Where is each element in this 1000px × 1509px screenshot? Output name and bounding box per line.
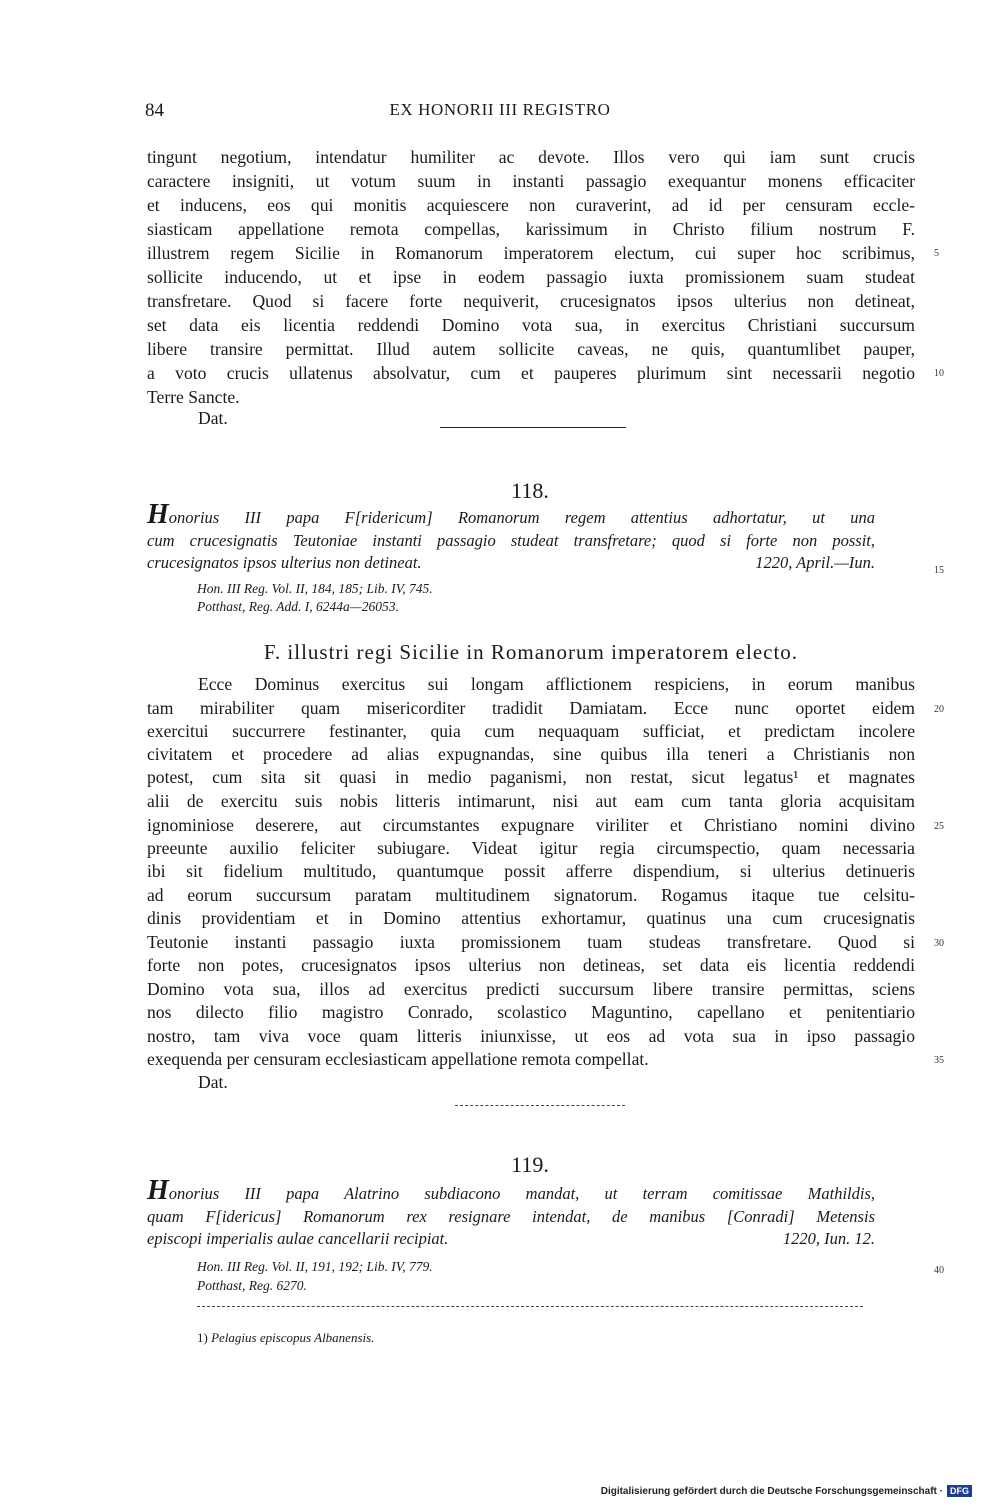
text-line: transfretare. Quod si facere forte nequiverit, crucesignatos ipsos ulterius non detineat,: [147, 291, 915, 311]
credit-text: Digitalisierung gefördert durch die Deutsche Forschungsgemeinschaft ·: [600, 1485, 943, 1497]
document-number: 119.: [511, 1152, 549, 1177]
regest-line: [147, 552, 875, 574]
source-reference: Hon. III Reg. Vol. II, 184, 185; Lib. IV, 745.: [197, 581, 433, 596]
regest-initial: H: [147, 499, 169, 530]
source-reference: Potthast, Reg. Add. I, 6244a—26053.: [197, 599, 399, 614]
regest-line: [147, 499, 875, 530]
document-number: 118.: [511, 478, 549, 503]
text-line: set data eis licentia reddendi Domino vota sua, in exercitus Christiani succursum: [147, 315, 915, 335]
line-number: 35: [934, 1055, 944, 1066]
text-line: Teutonie instanti passagio iuxta promissionem tuam studeas transfretare. Quod si: [147, 932, 915, 952]
running-title: EX HONORII III REGISTRO: [389, 100, 611, 119]
line-number: 40: [934, 1265, 944, 1276]
dat-label: Dat.: [198, 408, 228, 428]
regest-initial: H: [147, 1175, 169, 1206]
regest-line: [147, 1175, 875, 1206]
text-line: caractere insigniti, ut votum suum in instanti passagio exequantur monens efficaciter: [147, 171, 915, 191]
text-line: libere transire permittat. Illud autem sollicite caveas, ne quis, quantumlibet pauper,: [147, 339, 915, 359]
text-line: nos dilecto filio magistro Conrado, scolastico Maguntino, capellano et penitentiario: [147, 1002, 915, 1022]
text-line: dinis providentiam et in Domino attentius exhortamur, quatinus una cum crucesignatis: [147, 908, 915, 928]
text-line: Terre Sancte.: [147, 387, 240, 407]
footnote: [197, 1330, 374, 1346]
section-separator: [455, 1105, 625, 1106]
source-reference: Potthast, Reg. 6270.: [197, 1278, 307, 1293]
dfg-logo: DFG: [947, 1485, 972, 1497]
footnote-text: Pelagius episcopus Albanensis.: [211, 1330, 375, 1345]
regest-line: [147, 1228, 875, 1250]
text-line: exercitui succurrere festinanter, quia cum nequaquam sufficiat, et predictam incolere: [147, 721, 915, 741]
regest-text: onorius III papa F[ridericum] Romanorum regem attentius adhortatur, ut una: [168, 508, 875, 527]
text-line: tam mirabiliter quam misericorditer tradidit Damiatam. Ecce nunc oportet eidem: [147, 698, 915, 718]
text-line: et inducens, eos qui monitis acquiescere non curaverint, ad id per censuram eccle-: [147, 195, 915, 215]
text-line: forte non potes, crucesignatos ipsos ulterius non detineas, set data eis licentia reddendi: [147, 955, 915, 975]
text-line: ibi sit fidelium multitudo, quantumque possit afferre dispendium, si ulterius detinueris: [147, 861, 915, 881]
regest-text: onorius III papa Alatrino subdiacono mandat, ut terram comitissae Mathildis,: [168, 1184, 875, 1203]
footnote-marker: 1): [197, 1330, 208, 1345]
regest-text: crucesignatos ipsos ulterius non detineat.: [147, 553, 422, 572]
line-number: 15: [934, 565, 944, 576]
regest-line: cum crucesignatis Teutoniae instanti passagio studeat transfretare; quod si forte non possit,: [147, 531, 875, 550]
section-separator: [440, 427, 626, 428]
text-line: siasticam appellatione remota compellas, karissimum in Christo filium nostrum F.: [147, 219, 915, 239]
text-line: Ecce Dominus exercitus sui longam afflictionem respiciens, in eorum manibus: [198, 674, 915, 694]
text-line: tingunt negotium, intendatur humiliter ac devote. Illos vero qui iam sunt crucis: [147, 147, 915, 167]
letter-address: F. illustri regi Sicilie in Romanorum imperatorem electo.: [263, 640, 799, 664]
text-line: illustrem regem Sicilie in Romanorum imperatorem electum, cui super hoc scribimus,: [147, 243, 915, 263]
line-number: 25: [934, 821, 944, 832]
text-line: potest, cum sita sit quasi in medio paganismi, non restat, sicut legatus¹ et magnates: [147, 767, 915, 787]
text-line: alii de exercitu suis nobis litteris intimarunt, nisi aut eam cum tanta gloria acquisitam: [147, 791, 915, 811]
text-line: preeunte auxilio feliciter subiugare. Videat igitur regia circumspectio, quam necessaria: [147, 838, 915, 858]
regest-text: episcopi imperialis aulae cancellarii recipiat.: [147, 1229, 449, 1248]
text-line: sollicite inducendo, ut et ipse in eodem passagio iuxta promissionem suam studeat: [147, 267, 915, 287]
digitization-credit: [601, 1485, 972, 1497]
page-number: 84: [145, 100, 164, 121]
line-number: 5: [934, 248, 939, 259]
regest-line: quam F[idericus] Romanorum rex resignare intendat, de manibus [Conradi] Metensis: [147, 1207, 875, 1226]
text-line: civitatem et procedere ad alias expugnandas, sine quibus illa teneri a Christianis non: [147, 744, 915, 764]
document-date: 1220, April.—Iun.: [755, 553, 875, 572]
line-number: 20: [934, 704, 944, 715]
text-line: nostro, tam viva voce quam litteris iniunxisse, ut eos ad vota sua in ipso passagio: [147, 1026, 915, 1046]
source-reference: Hon. III Reg. Vol. II, 191, 192; Lib. IV, 779.: [197, 1259, 433, 1274]
text-line: ad eorum succursum paratam multitudinem signatorum. Rogamus itaque tue celsitu-: [147, 885, 915, 905]
dat-label: Dat.: [198, 1072, 228, 1092]
text-line: exequenda per censuram ecclesiasticam appellatione remota compellat.: [147, 1049, 649, 1069]
text-line: Domino vota sua, illos ad exercitus predicti succursum libere transire permittas, sciens: [147, 979, 915, 999]
line-number: 30: [934, 938, 944, 949]
footnote-separator: [197, 1306, 863, 1307]
line-number: 10: [934, 368, 944, 379]
text-line: ignominiose deserere, aut circumstantes expugnare viriliter et Christiano nomini divino: [147, 815, 915, 835]
document-date: 1220, Iun. 12.: [782, 1229, 875, 1248]
text-line: a voto crucis ullatenus absolvatur, cum et pauperes plurimum sint necessarii negotio: [147, 363, 915, 383]
